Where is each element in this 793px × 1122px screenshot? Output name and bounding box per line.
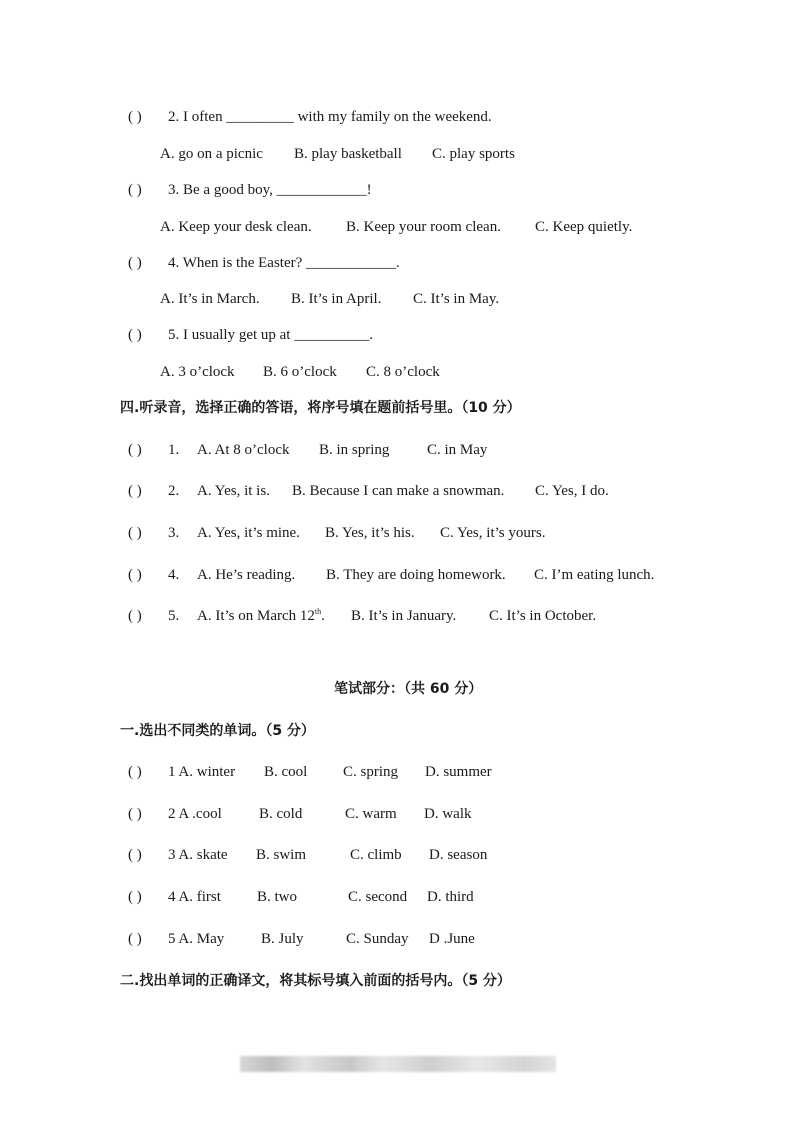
answer-paren[interactable]: ( ) xyxy=(128,483,142,499)
answer-paren[interactable]: ( ) xyxy=(128,327,142,343)
question-number: 5. xyxy=(168,608,180,624)
option-c: C. 8 o’clock xyxy=(366,364,440,380)
option-a-text: A. It’s on March 12 xyxy=(197,608,315,624)
option-b: B. Because I can make a snowman. xyxy=(292,483,505,499)
option-b: B. It’s in April. xyxy=(291,291,382,307)
choice-b: B. two xyxy=(257,889,298,905)
choice-c: C. Sunday xyxy=(346,931,409,947)
answer-paren[interactable]: ( ) xyxy=(128,931,142,947)
section-heading-odd-one-out: 一.选出不同类的单词。（5 分） xyxy=(120,723,315,739)
question-stem: 2. I often _________ with my family on the weekend. xyxy=(168,109,492,125)
option-b: B. They are doing homework. xyxy=(326,567,506,583)
option-c: C. in May xyxy=(427,442,488,458)
choice-d: D. third xyxy=(427,889,474,905)
choice-a: 4 A. first xyxy=(168,889,221,905)
choice-a: 3 A. skate xyxy=(168,847,228,863)
option-a: A. Keep your desk clean. xyxy=(160,219,312,235)
choice-c: C. warm xyxy=(345,806,397,822)
blurred-footer-watermark xyxy=(240,1056,556,1072)
question-stem: 5. I usually get up at __________. xyxy=(168,327,373,343)
choice-b: B. swim xyxy=(256,847,307,863)
question-number: 3. xyxy=(168,525,180,541)
choice-c: C. climb xyxy=(350,847,402,863)
question-stem: 4. When is the Easter? ____________. xyxy=(168,255,400,271)
option-c: C. I’m eating lunch. xyxy=(534,567,655,583)
answer-paren[interactable]: ( ) xyxy=(128,525,142,541)
option-a: A. go on a picnic xyxy=(160,146,263,162)
answer-paren[interactable]: ( ) xyxy=(128,889,142,905)
question-number: 4. xyxy=(168,567,180,583)
option-b: B. play basketball xyxy=(294,146,402,162)
option-a: A. Yes, it is. xyxy=(197,483,270,499)
choice-d: D. summer xyxy=(425,764,492,780)
question-number: 2. xyxy=(168,483,180,499)
choice-d: D. walk xyxy=(424,806,472,822)
ordinal-suffix: th xyxy=(314,607,322,616)
question-stem: 3. Be a good boy, ____________! xyxy=(168,182,372,198)
option-c: C. play sports xyxy=(432,146,515,162)
choice-b: B. cool xyxy=(264,764,308,780)
answer-paren[interactable]: ( ) xyxy=(128,806,142,822)
option-c: C. Yes, it’s yours. xyxy=(440,525,546,541)
choice-d: D. season xyxy=(429,847,488,863)
choice-d: D .June xyxy=(429,931,475,947)
answer-paren[interactable]: ( ) xyxy=(128,764,142,780)
answer-paren[interactable]: ( ) xyxy=(128,567,142,583)
answer-paren[interactable]: ( ) xyxy=(128,255,142,271)
choice-b: B. July xyxy=(261,931,304,947)
choice-a: 5 A. May xyxy=(168,931,225,947)
option-b: B. Yes, it’s his. xyxy=(325,525,415,541)
option-c: C. It’s in May. xyxy=(413,291,500,307)
answer-paren[interactable]: ( ) xyxy=(128,442,142,458)
choice-a: 2 A .cool xyxy=(168,806,222,822)
option-a: A. It’s in March. xyxy=(160,291,260,307)
option-c: C. Yes, I do. xyxy=(535,483,609,499)
option-a-tail: . xyxy=(321,608,325,624)
choice-b: B. cold xyxy=(259,806,303,822)
option-a: A. Yes, it’s mine. xyxy=(197,525,300,541)
option-b: B. Keep your room clean. xyxy=(346,219,501,235)
choice-c: C. second xyxy=(348,889,408,905)
option-b: B. It’s in January. xyxy=(351,608,457,624)
section-heading-listening: 四.听录音，选择正确的答语，将序号填在题前括号里。（10 分） xyxy=(120,400,521,416)
written-part-title: 笔试部分：（共 60 分） xyxy=(334,681,483,697)
choice-a: 1 A. winter xyxy=(168,764,236,780)
answer-paren[interactable]: ( ) xyxy=(128,182,142,198)
option-a xyxy=(197,606,325,626)
option-b: B. 6 o’clock xyxy=(263,364,337,380)
option-c: C. Keep quietly. xyxy=(535,219,633,235)
section-heading-translation: 二.找出单词的正确译文，将其标号填入前面的括号内。（5 分） xyxy=(120,973,511,989)
answer-paren[interactable]: ( ) xyxy=(128,847,142,863)
option-a: A. 3 o’clock xyxy=(160,364,235,380)
option-c: C. It’s in October. xyxy=(489,608,597,624)
answer-paren[interactable]: ( ) xyxy=(128,109,142,125)
option-a: A. At 8 o’clock xyxy=(197,442,290,458)
option-a: A. He’s reading. xyxy=(197,567,296,583)
question-number: 1. xyxy=(168,442,180,458)
choice-c: C. spring xyxy=(343,764,399,780)
answer-paren[interactable]: ( ) xyxy=(128,608,142,624)
option-b: B. in spring xyxy=(319,442,390,458)
